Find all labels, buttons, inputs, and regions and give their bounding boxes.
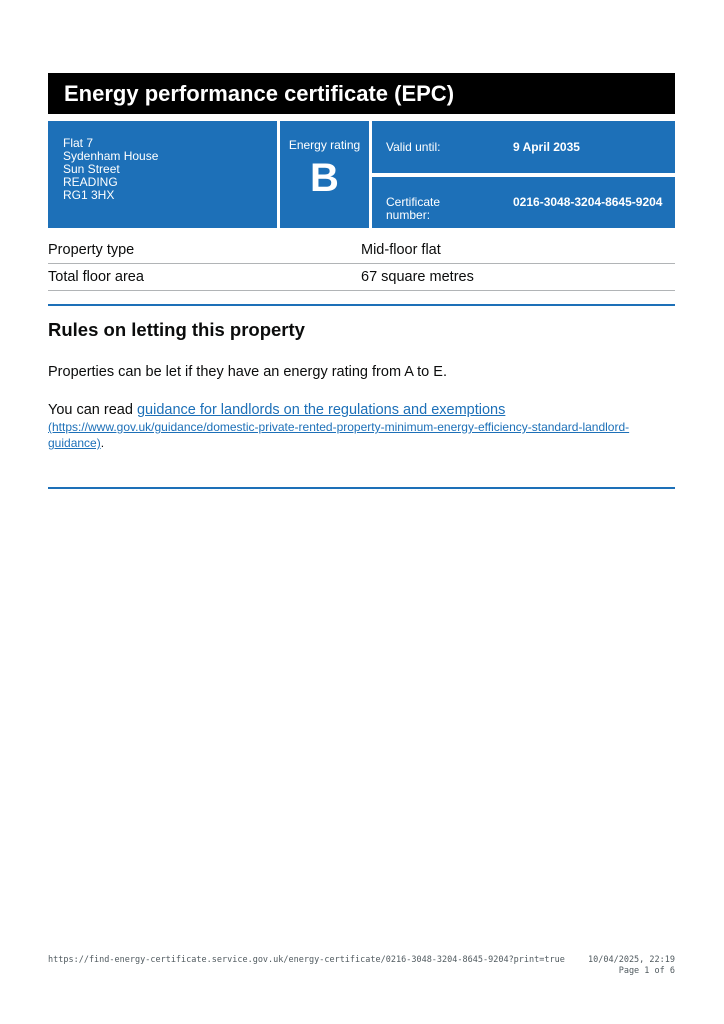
guidance-prefix: You can read xyxy=(48,402,137,418)
summary-row-property-type xyxy=(48,236,675,264)
letting-paragraph: Properties can be let if they have an energy rating from A to E. xyxy=(48,364,447,380)
summary-row-floor-area xyxy=(48,263,675,291)
energy-rating-letter: B xyxy=(310,156,339,200)
footer-datetime: 10/04/2025, 22:19 xyxy=(588,955,675,965)
certificate-number-panel xyxy=(372,177,675,228)
page-title: Energy performance certificate (EPC) xyxy=(64,81,455,106)
certificate-number-label: Certificate number: xyxy=(386,195,441,222)
title-bar xyxy=(48,73,675,114)
valid-until-value: 9 April 2035 xyxy=(513,140,580,154)
summary-value: Mid-floor flat xyxy=(361,242,441,258)
address-postcode: RG1 3HX xyxy=(63,188,115,202)
address-line-3: Sun Street xyxy=(63,162,120,176)
summary-value: 67 square metres xyxy=(361,269,474,285)
guidance-suffix: . xyxy=(100,436,105,450)
address-panel xyxy=(48,121,277,228)
landlord-guidance-url: (https://www.gov.uk/guidance/domestic-private-rented-property-minimum-energy-efficiency-standard-landlord-guidance) xyxy=(48,420,630,450)
address-line-4: READING xyxy=(63,175,118,189)
energy-rating-label: Energy rating xyxy=(288,138,361,152)
valid-until-label: Valid until: xyxy=(386,140,441,154)
valid-until-panel xyxy=(372,121,675,173)
address-line-1: Flat 7 xyxy=(63,136,94,150)
certificate-number-value: 0216-3048-3204-8645-9204 xyxy=(513,195,663,209)
footer-page-number: Page 1 of 6 xyxy=(618,966,675,976)
footer-meta xyxy=(588,955,675,977)
landlord-guidance-link[interactable]: guidance for landlords on the regulations and exemptions xyxy=(136,402,506,418)
energy-rating-panel xyxy=(280,121,369,228)
letting-heading: Rules on letting this property xyxy=(48,319,305,340)
guidance-paragraph xyxy=(48,401,675,451)
summary-label: Total floor area xyxy=(48,269,144,285)
summary-label: Property type xyxy=(48,242,135,258)
footer-url: https://find-energy-certificate.service.gov.uk/energy-certificate/0216-3048-3204-8645-9204?print=true xyxy=(48,955,565,965)
landlord-guidance-url-link[interactable] xyxy=(48,419,675,451)
address-line-2: Sydenham House xyxy=(63,149,159,163)
address-lines xyxy=(63,137,158,202)
section-divider-bottom xyxy=(48,487,675,489)
section-divider xyxy=(48,304,675,306)
